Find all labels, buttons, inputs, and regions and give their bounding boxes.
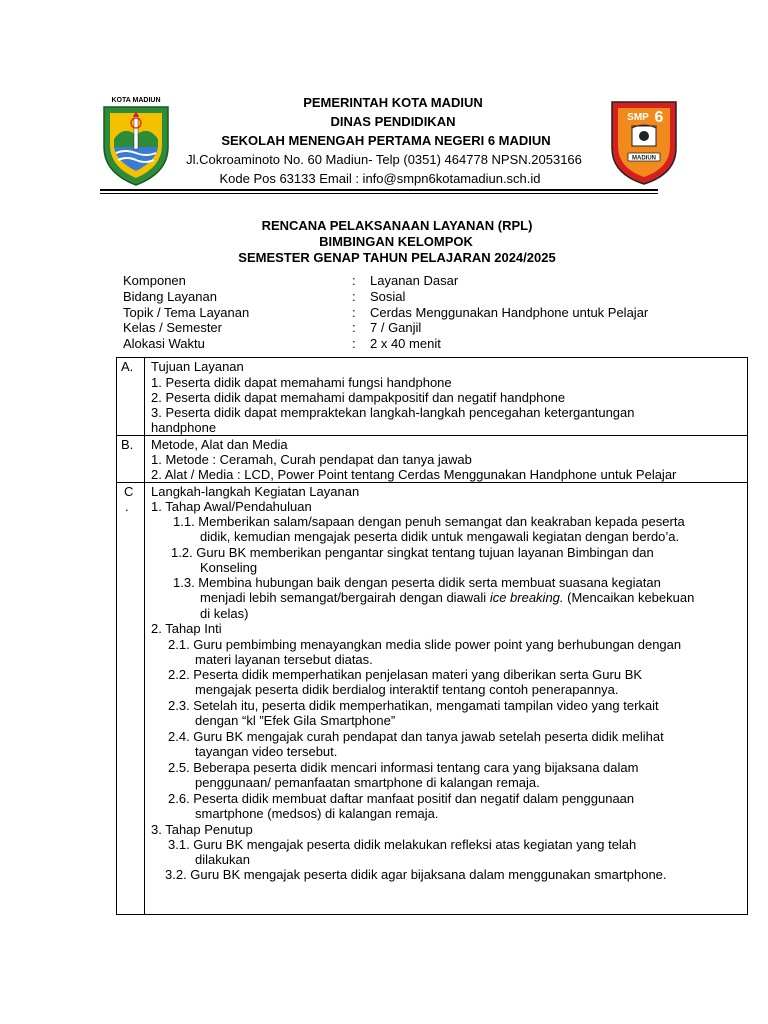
step-text: didik, kemudian mengajak peserta didik untuk mengawali kegiatan dengan berdo’a.: [200, 529, 680, 544]
section-b-item: 2. Alat / Media : LCD, Power Point tentang Cerdas Menggunakan Handphone untuk Pelajar: [151, 467, 677, 482]
step-text: dilakukan: [195, 852, 250, 867]
step-text: materi layanan tersebut diatas.: [195, 652, 373, 667]
identity-value: Cerdas Menggunakan Handphone untuk Pelajar: [370, 305, 649, 320]
section-a-label: A.: [121, 359, 134, 374]
step-text: Konseling: [200, 560, 258, 575]
section-b-label: B.: [121, 437, 134, 452]
step-text: 2.4. Guru BK mengajak curah pendapat dan tanya jawab setelah peserta didik melihat: [168, 729, 664, 744]
identity-key: Alokasi Waktu: [123, 336, 205, 351]
step-text: tayangan video tersebut.: [195, 744, 338, 759]
section-a-item: 3. Peserta didik dapat mempraktekan langkah-langkah pencegahan ketergantungan: [151, 405, 635, 420]
table-row-divider: [116, 435, 748, 436]
step-text: smartphone (medsos) di kalangan remaja.: [195, 806, 439, 821]
step-text: 3.2. Guru BK mengajak peserta didik agar bijaksana dalam menggunakan smartphone.: [165, 867, 667, 882]
step-text: 2.2. Peserta didik memperhatikan penjelasan materi yang diberikan serta Guru BK: [168, 667, 643, 682]
section-b-item: 1. Metode : Ceramah, Curah pendapat dan tanya jawab: [151, 452, 472, 467]
step-text: di kelas): [200, 606, 249, 621]
step-text-part: (Mencaikan kebekuan: [563, 590, 695, 605]
step-text: 1.2. Guru BK memberikan pengantar singkat tentang tujuan layanan Bimbingan dan: [171, 545, 654, 560]
section-a-item: 2. Peserta didik dapat memahami dampakpositif dan negatif handphone: [151, 390, 566, 405]
table-column-divider: [144, 357, 145, 915]
section-c-heading: Langkah-langkah Kegiatan Layanan: [151, 484, 360, 499]
step-text: dengan “kl ”Efek Gila Smartphone”: [195, 713, 396, 728]
step-text: mengajak peserta didik berdialog interaktif tentang contoh penerapannya.: [195, 682, 619, 697]
doc-title: RENCANA PELAKSANAAN LAYANAN (RPL): [261, 218, 533, 233]
step-text: penggunaan/ pemanfaatan smartphone di kalangan remaja.: [195, 775, 540, 790]
step-text-part: menjadi lebih semangat/bergairah dengan diawali: [200, 590, 490, 605]
step-text: 1.1. Memberikan salam/sapaan dengan penuh semangat dan keakraban kepada peserta: [173, 514, 685, 529]
header-school-name: SEKOLAH MENENGAH PERTAMA NEGERI 6 MADIUN: [221, 133, 551, 148]
header-address: Jl.Cokroaminoto No. 60 Madiun- Telp (0351) 464778 NPSN.2053166: [186, 152, 582, 167]
left-logo-caption: KOTA MADIUN: [111, 97, 161, 104]
header-department: DINAS PENDIDIKAN: [330, 114, 456, 129]
header-divider-thick: [100, 189, 658, 191]
section-c-label: C: [124, 484, 134, 499]
step-text: 1.3. Membina hubungan baik dengan peserta didik serta membuat suasana kegiatan: [173, 575, 661, 590]
header-divider-thin: [100, 193, 658, 194]
doc-semester: SEMESTER GENAP TAHUN PELAJARAN 2024/2025: [238, 250, 556, 265]
identity-value: Sosial: [370, 289, 406, 304]
stage-heading: 2. Tahap Inti: [151, 621, 222, 636]
right-logo-ribbon: MADIUN: [632, 155, 656, 162]
step-text: 2.5. Beberapa peserta didik mencari informasi tentang cara yang bijaksana dalam: [168, 760, 639, 775]
stage-heading: 3. Tahap Penutup: [151, 822, 253, 837]
identity-key: Komponen: [123, 273, 186, 288]
step-text: 2.6. Peserta didik membuat daftar manfaat positif dan negatif dalam penggunaan: [168, 791, 635, 806]
identity-key: Topik / Tema Layanan: [123, 305, 250, 320]
identity-sep: :: [352, 305, 356, 320]
step-text: 2.1. Guru pembimbing menayangkan media slide power point yang berhubungan dengan: [168, 637, 682, 652]
identity-key: Bidang Layanan: [123, 289, 217, 304]
identity-sep: :: [352, 273, 356, 288]
identity-sep: :: [352, 289, 356, 304]
identity-sep: :: [352, 320, 356, 335]
step-text-italic: ice breaking.: [489, 590, 564, 605]
identity-value: 2 x 40 menit: [370, 336, 441, 351]
right-logo-number: 6: [654, 109, 664, 126]
right-logo-smp: SMP: [627, 112, 649, 123]
step-text: [200, 590, 694, 605]
identity-value: Layanan Dasar: [370, 273, 459, 288]
step-text: 2.3. Setelah itu, peserta didik memperhatikan, mengamati tampilan video yang terkait: [168, 698, 659, 713]
section-a-item: handphone: [151, 420, 217, 435]
identity-sep: :: [352, 336, 356, 351]
header-postal-email: Kode Pos 63133 Email : info@smpn6kotamadiun.sch.id: [219, 171, 541, 186]
section-b-heading: Metode, Alat dan Media: [151, 437, 288, 452]
table-row-divider: [116, 482, 748, 483]
step-text: 3.1. Guru BK mengajak peserta didik melakukan refleksi atas kegiatan yang telah: [168, 837, 637, 852]
section-a-item: 1. Peserta didik dapat memahami fungsi handphone: [151, 375, 452, 390]
identity-value: 7 / Ganjil: [370, 320, 422, 335]
section-a-heading: Tujuan Layanan: [151, 359, 244, 374]
header-government: PEMERINTAH KOTA MADIUN: [303, 95, 483, 110]
doc-subtitle: BIMBINGAN KELOMPOK: [319, 234, 473, 249]
stage-heading: 1. Tahap Awal/Pendahuluan: [151, 499, 312, 514]
identity-key: Kelas / Semester: [123, 320, 222, 335]
section-c-label-dot: .: [125, 499, 129, 514]
